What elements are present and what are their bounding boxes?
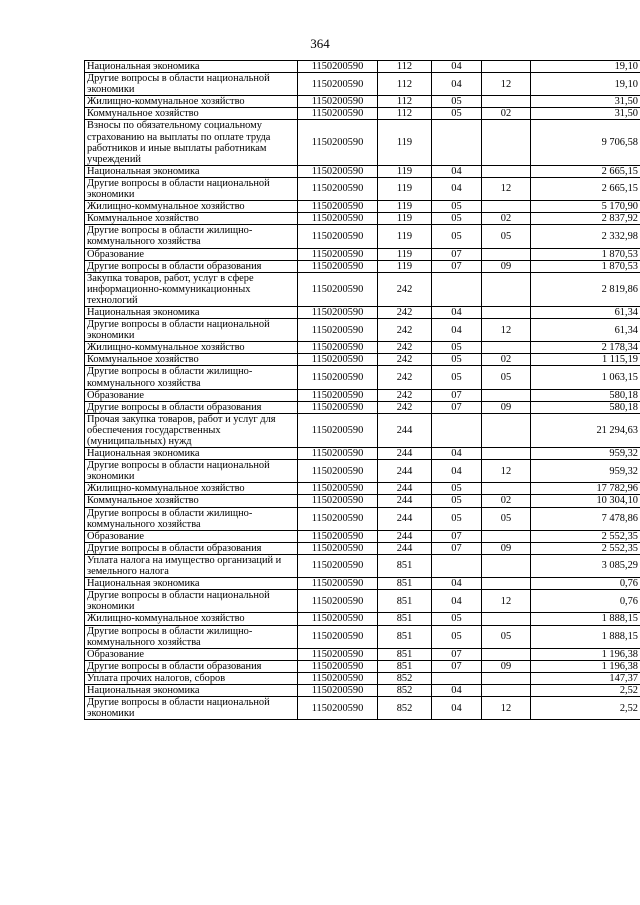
section-cell: 04 [432, 306, 482, 318]
amount-cell: 9 706,58 [531, 120, 640, 165]
item-name-cell: Взносы по обязательному социальному страхованию на выплаты по оплате труда работников и иные выплаты работникам учреждений [85, 120, 298, 165]
section-cell: 05 [432, 495, 482, 507]
subsection-cell: 12 [482, 590, 531, 613]
item-name-cell: Другие вопросы в области национальной экономики [85, 590, 298, 613]
table-row [85, 248, 640, 260]
amount-cell: 1 888,15 [531, 613, 640, 625]
item-name-cell: Другие вопросы в области жилищно-коммунального хозяйства [85, 366, 298, 389]
amount-cell: 959,32 [531, 448, 640, 460]
table-row [85, 460, 640, 483]
table-row [85, 590, 640, 613]
amount-cell: 2 552,35 [531, 530, 640, 542]
expense-type-cell: 119 [378, 213, 432, 225]
section-cell: 04 [432, 590, 482, 613]
amount-cell: 17 782,96 [531, 483, 640, 495]
section-cell: 04 [432, 697, 482, 720]
subsection-cell: 12 [482, 319, 531, 342]
expense-type-cell: 242 [378, 389, 432, 401]
table-row [85, 660, 640, 672]
table-row [85, 342, 640, 354]
section-cell: 05 [432, 507, 482, 530]
expense-type-cell: 851 [378, 625, 432, 648]
target-article-cell: 1150200590 [298, 177, 378, 200]
item-name-cell: Прочая закупка товаров, работ и услуг для обеспечения государственных (муниципальных) нужд [85, 413, 298, 447]
target-article-cell: 1150200590 [298, 530, 378, 542]
expense-type-cell: 112 [378, 73, 432, 96]
table-row [85, 319, 640, 342]
item-name-cell: Другие вопросы в области жилищно-коммунального хозяйства [85, 507, 298, 530]
item-name-cell: Жилищно-коммунальное хозяйство [85, 483, 298, 495]
page-number: 364 [310, 36, 330, 51]
item-name-cell: Другие вопросы в области национальной экономики [85, 73, 298, 96]
amount-cell: 31,50 [531, 108, 640, 120]
subsection-cell [482, 448, 531, 460]
section-cell: 05 [432, 201, 482, 213]
subsection-cell [482, 248, 531, 260]
section-cell: 04 [432, 319, 482, 342]
subsection-cell: 09 [482, 542, 531, 554]
section-cell: 04 [432, 578, 482, 590]
table-row [85, 165, 640, 177]
subsection-cell: 02 [482, 213, 531, 225]
target-article-cell: 1150200590 [298, 61, 378, 73]
item-name-cell: Образование [85, 648, 298, 660]
expense-type-cell: 244 [378, 542, 432, 554]
subsection-cell [482, 684, 531, 696]
subsection-cell [482, 306, 531, 318]
amount-cell: 19,10 [531, 61, 640, 73]
subsection-cell [482, 483, 531, 495]
target-article-cell: 1150200590 [298, 542, 378, 554]
section-cell [432, 272, 482, 306]
target-article-cell: 1150200590 [298, 613, 378, 625]
amount-cell: 1 888,15 [531, 625, 640, 648]
item-name-cell: Жилищно-коммунальное хозяйство [85, 96, 298, 108]
section-cell: 05 [432, 213, 482, 225]
target-article-cell: 1150200590 [298, 225, 378, 248]
expense-type-cell: 851 [378, 660, 432, 672]
item-name-cell: Национальная экономика [85, 61, 298, 73]
table-row [85, 201, 640, 213]
subsection-cell: 12 [482, 697, 531, 720]
amount-cell: 1 063,15 [531, 366, 640, 389]
target-article-cell: 1150200590 [298, 625, 378, 648]
target-article-cell: 1150200590 [298, 96, 378, 108]
item-name-cell: Коммунальное хозяйство [85, 495, 298, 507]
item-name-cell: Коммунальное хозяйство [85, 354, 298, 366]
expense-type-cell: 244 [378, 507, 432, 530]
section-cell: 07 [432, 542, 482, 554]
expense-type-cell: 242 [378, 306, 432, 318]
target-article-cell: 1150200590 [298, 306, 378, 318]
subsection-cell [482, 61, 531, 73]
item-name-cell: Жилищно-коммунальное хозяйство [85, 613, 298, 625]
amount-cell: 31,50 [531, 96, 640, 108]
expense-type-cell: 852 [378, 684, 432, 696]
table-row [85, 96, 640, 108]
amount-cell: 2 837,92 [531, 213, 640, 225]
expense-type-cell: 112 [378, 96, 432, 108]
item-name-cell: Другие вопросы в области национальной экономики [85, 697, 298, 720]
item-name-cell: Другие вопросы в области образования [85, 401, 298, 413]
amount-cell: 580,18 [531, 389, 640, 401]
amount-cell: 959,32 [531, 460, 640, 483]
subsection-cell: 02 [482, 495, 531, 507]
expense-type-cell: 242 [378, 354, 432, 366]
section-cell: 04 [432, 177, 482, 200]
target-article-cell: 1150200590 [298, 648, 378, 660]
subsection-cell [482, 272, 531, 306]
amount-cell: 3 085,29 [531, 554, 640, 577]
table-row [85, 483, 640, 495]
subsection-cell [482, 96, 531, 108]
amount-cell: 1 870,53 [531, 248, 640, 260]
item-name-cell: Национальная экономика [85, 684, 298, 696]
table-row [85, 578, 640, 590]
subsection-cell [482, 554, 531, 577]
item-name-cell: Образование [85, 530, 298, 542]
section-cell: 07 [432, 389, 482, 401]
target-article-cell: 1150200590 [298, 260, 378, 272]
amount-cell: 2 178,34 [531, 342, 640, 354]
target-article-cell: 1150200590 [298, 120, 378, 165]
expense-type-cell: 244 [378, 495, 432, 507]
expense-type-cell: 242 [378, 272, 432, 306]
expense-type-cell: 119 [378, 260, 432, 272]
expense-type-cell: 242 [378, 342, 432, 354]
section-cell: 04 [432, 448, 482, 460]
target-article-cell: 1150200590 [298, 201, 378, 213]
section-cell: 05 [432, 483, 482, 495]
amount-cell: 61,34 [531, 319, 640, 342]
amount-cell: 5 170,90 [531, 201, 640, 213]
expense-type-cell: 851 [378, 590, 432, 613]
amount-cell: 580,18 [531, 401, 640, 413]
item-name-cell: Другие вопросы в области жилищно-коммунального хозяйства [85, 625, 298, 648]
section-cell: 07 [432, 660, 482, 672]
item-name-cell: Другие вопросы в области жилищно-коммунального хозяйства [85, 225, 298, 248]
expense-type-cell: 112 [378, 61, 432, 73]
section-cell: 04 [432, 165, 482, 177]
amount-cell: 2 665,15 [531, 165, 640, 177]
target-article-cell: 1150200590 [298, 448, 378, 460]
target-article-cell: 1150200590 [298, 272, 378, 306]
target-article-cell: 1150200590 [298, 354, 378, 366]
target-article-cell: 1150200590 [298, 460, 378, 483]
amount-cell: 0,76 [531, 590, 640, 613]
item-name-cell: Другие вопросы в области образования [85, 260, 298, 272]
subsection-cell [482, 342, 531, 354]
amount-cell: 7 478,86 [531, 507, 640, 530]
section-cell: 07 [432, 648, 482, 660]
target-article-cell: 1150200590 [298, 483, 378, 495]
table-row [85, 697, 640, 720]
item-name-cell: Коммунальное хозяйство [85, 213, 298, 225]
target-article-cell: 1150200590 [298, 248, 378, 260]
amount-cell: 2 332,98 [531, 225, 640, 248]
target-article-cell: 1150200590 [298, 165, 378, 177]
target-article-cell: 1150200590 [298, 389, 378, 401]
expense-type-cell: 244 [378, 483, 432, 495]
table-row [85, 225, 640, 248]
section-cell: 07 [432, 401, 482, 413]
target-article-cell: 1150200590 [298, 578, 378, 590]
subsection-cell [482, 201, 531, 213]
table-row [85, 448, 640, 460]
item-name-cell: Другие вопросы в области образования [85, 660, 298, 672]
amount-cell: 21 294,63 [531, 413, 640, 447]
target-article-cell: 1150200590 [298, 554, 378, 577]
subsection-cell [482, 613, 531, 625]
amount-cell: 1 115,19 [531, 354, 640, 366]
subsection-cell: 09 [482, 260, 531, 272]
amount-cell: 2 665,15 [531, 177, 640, 200]
table-row [85, 389, 640, 401]
item-name-cell: Национальная экономика [85, 306, 298, 318]
section-cell [432, 672, 482, 684]
expense-type-cell: 852 [378, 697, 432, 720]
target-article-cell: 1150200590 [298, 342, 378, 354]
section-cell [432, 554, 482, 577]
section-cell: 05 [432, 225, 482, 248]
item-name-cell: Жилищно-коммунальное хозяйство [85, 201, 298, 213]
item-name-cell: Другие вопросы в области национальной экономики [85, 319, 298, 342]
item-name-cell: Закупка товаров, работ, услуг в сфере информационно-коммуникационных технологий [85, 272, 298, 306]
expense-type-cell: 244 [378, 530, 432, 542]
section-cell: 05 [432, 366, 482, 389]
section-cell [432, 413, 482, 447]
item-name-cell: Национальная экономика [85, 165, 298, 177]
table-row [85, 613, 640, 625]
section-cell [432, 120, 482, 165]
subsection-cell: 12 [482, 73, 531, 96]
section-cell: 05 [432, 613, 482, 625]
table-row [85, 177, 640, 200]
table-row [85, 554, 640, 577]
section-cell: 05 [432, 96, 482, 108]
budget-table [84, 60, 640, 720]
expense-type-cell: 851 [378, 613, 432, 625]
section-cell: 05 [432, 354, 482, 366]
item-name-cell: Другие вопросы в области национальной экономики [85, 460, 298, 483]
table-row [85, 625, 640, 648]
target-article-cell: 1150200590 [298, 213, 378, 225]
amount-cell: 61,34 [531, 306, 640, 318]
amount-cell: 1 196,38 [531, 648, 640, 660]
subsection-cell [482, 413, 531, 447]
expense-type-cell: 119 [378, 248, 432, 260]
amount-cell: 1 870,53 [531, 260, 640, 272]
target-article-cell: 1150200590 [298, 507, 378, 530]
section-cell: 04 [432, 684, 482, 696]
expense-type-cell: 119 [378, 120, 432, 165]
amount-cell: 10 304,10 [531, 495, 640, 507]
item-name-cell: Жилищно-коммунальное хозяйство [85, 342, 298, 354]
subsection-cell [482, 530, 531, 542]
expense-type-cell: 851 [378, 554, 432, 577]
subsection-cell [482, 672, 531, 684]
target-article-cell: 1150200590 [298, 672, 378, 684]
table-row [85, 120, 640, 165]
item-name-cell: Национальная экономика [85, 578, 298, 590]
expense-type-cell: 119 [378, 165, 432, 177]
table-row [85, 648, 640, 660]
target-article-cell: 1150200590 [298, 590, 378, 613]
subsection-cell [482, 389, 531, 401]
section-cell: 04 [432, 460, 482, 483]
target-article-cell: 1150200590 [298, 366, 378, 389]
subsection-cell [482, 165, 531, 177]
expense-type-cell: 242 [378, 319, 432, 342]
target-article-cell: 1150200590 [298, 697, 378, 720]
subsection-cell [482, 578, 531, 590]
section-cell: 05 [432, 342, 482, 354]
expense-type-cell: 119 [378, 201, 432, 213]
item-name-cell: Другие вопросы в области национальной экономики [85, 177, 298, 200]
expense-type-cell: 242 [378, 366, 432, 389]
table-row [85, 401, 640, 413]
subsection-cell: 09 [482, 660, 531, 672]
expense-type-cell: 119 [378, 225, 432, 248]
subsection-cell [482, 120, 531, 165]
table-row [85, 530, 640, 542]
expense-type-cell: 851 [378, 648, 432, 660]
target-article-cell: 1150200590 [298, 660, 378, 672]
amount-cell: 2,52 [531, 684, 640, 696]
expense-type-cell: 851 [378, 578, 432, 590]
expense-type-cell: 242 [378, 401, 432, 413]
subsection-cell: 05 [482, 366, 531, 389]
subsection-cell [482, 648, 531, 660]
table-row [85, 306, 640, 318]
item-name-cell: Образование [85, 389, 298, 401]
subsection-cell: 12 [482, 460, 531, 483]
table-row [85, 61, 640, 73]
subsection-cell: 02 [482, 354, 531, 366]
amount-cell: 0,76 [531, 578, 640, 590]
target-article-cell: 1150200590 [298, 684, 378, 696]
expense-type-cell: 112 [378, 108, 432, 120]
subsection-cell: 05 [482, 625, 531, 648]
item-name-cell: Национальная экономика [85, 448, 298, 460]
target-article-cell: 1150200590 [298, 495, 378, 507]
subsection-cell: 12 [482, 177, 531, 200]
amount-cell: 19,10 [531, 73, 640, 96]
section-cell: 07 [432, 248, 482, 260]
expense-type-cell: 244 [378, 460, 432, 483]
amount-cell: 147,37 [531, 672, 640, 684]
table-row [85, 260, 640, 272]
table-row [85, 108, 640, 120]
target-article-cell: 1150200590 [298, 108, 378, 120]
item-name-cell: Образование [85, 248, 298, 260]
section-cell: 04 [432, 73, 482, 96]
target-article-cell: 1150200590 [298, 73, 378, 96]
table-row [85, 213, 640, 225]
subsection-cell: 05 [482, 507, 531, 530]
table-row [85, 354, 640, 366]
subsection-cell: 05 [482, 225, 531, 248]
target-article-cell: 1150200590 [298, 413, 378, 447]
section-cell: 07 [432, 260, 482, 272]
expense-type-cell: 852 [378, 672, 432, 684]
section-cell: 05 [432, 625, 482, 648]
amount-cell: 2,52 [531, 697, 640, 720]
item-name-cell: Другие вопросы в области образования [85, 542, 298, 554]
table-row [85, 272, 640, 306]
table-row [85, 495, 640, 507]
expense-type-cell: 119 [378, 177, 432, 200]
target-article-cell: 1150200590 [298, 401, 378, 413]
subsection-cell: 02 [482, 108, 531, 120]
item-name-cell: Уплата налога на имущество организаций и земельного налога [85, 554, 298, 577]
table-row [85, 507, 640, 530]
table-body [85, 61, 640, 720]
section-cell: 07 [432, 530, 482, 542]
item-name-cell: Уплата прочих налогов, сборов [85, 672, 298, 684]
amount-cell: 2 552,35 [531, 542, 640, 554]
amount-cell: 1 196,38 [531, 660, 640, 672]
target-article-cell: 1150200590 [298, 319, 378, 342]
table-row [85, 672, 640, 684]
subsection-cell: 09 [482, 401, 531, 413]
expense-type-cell: 244 [378, 448, 432, 460]
table-row [85, 413, 640, 447]
section-cell: 05 [432, 108, 482, 120]
amount-cell: 2 819,86 [531, 272, 640, 306]
item-name-cell: Коммунальное хозяйство [85, 108, 298, 120]
expense-type-cell: 244 [378, 413, 432, 447]
table-row [85, 366, 640, 389]
table-row [85, 684, 640, 696]
table-row [85, 73, 640, 96]
table-row [85, 542, 640, 554]
section-cell: 04 [432, 61, 482, 73]
